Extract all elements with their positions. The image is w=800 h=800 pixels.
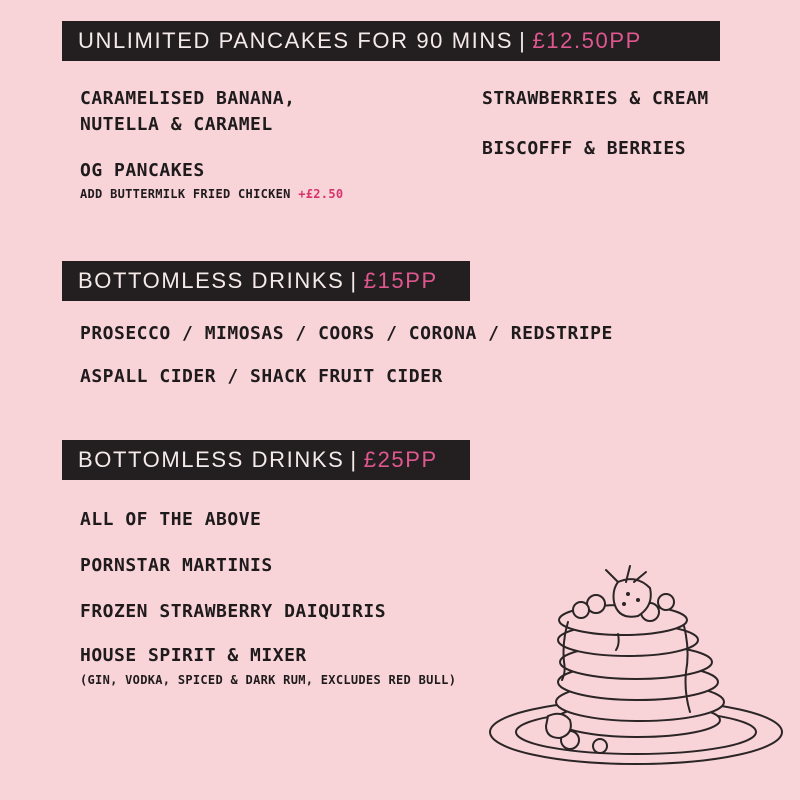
drink-item-all-above: ALL OF THE ABOVE — [80, 509, 262, 530]
section-title: UNLIMITED PANCAKES FOR 90 MINS — [78, 28, 514, 53]
section-banner-pancakes — [62, 21, 720, 61]
section-title: BOTTOMLESS DRINKS — [78, 447, 345, 472]
drinks-list-line1: PROSECCO / MIMOSAS / COORS / CORONA / REDSTRIPE — [80, 323, 613, 344]
menu-item-biscofff-berries: BISCOFFF & BERRIES — [482, 138, 687, 159]
section-price: £12.50PP — [532, 28, 642, 53]
drink-item-frozen-daiquiris: FROZEN STRAWBERRY DAIQUIRIS — [80, 601, 387, 622]
menu-item-note — [80, 187, 343, 201]
menu-item-og-pancakes: OG PANCAKES — [80, 160, 205, 181]
drink-item-pornstar-martinis: PORNSTAR MARTINIS — [80, 555, 273, 576]
add-on-price: +£2.50 — [298, 187, 344, 201]
separator: | — [519, 28, 527, 53]
menu-item-caramelised-banana-line2: NUTELLA & CARAMEL — [80, 114, 273, 135]
drink-item-house-spirit: HOUSE SPIRIT & MIXER — [80, 645, 307, 666]
pancake-stack-icon — [488, 560, 788, 775]
drink-item-note: (GIN, VODKA, SPICED & DARK RUM, EXCLUDES RED BULL) — [80, 673, 457, 687]
drinks-list-line2: ASPALL CIDER / SHACK FRUIT CIDER — [80, 366, 443, 387]
section-banner-drinks-25 — [62, 440, 470, 480]
section-banner-drinks-15 — [62, 261, 470, 301]
section-price: £15PP — [363, 268, 438, 293]
menu-item-caramelised-banana-line1: CARAMELISED BANANA, — [80, 88, 296, 109]
menu-item-strawberries-cream: STRAWBERRIES & CREAM — [482, 88, 709, 109]
separator: | — [350, 447, 358, 472]
add-on-text: ADD BUTTERMILK FRIED CHICKEN — [80, 187, 291, 201]
section-price: £25PP — [363, 447, 438, 472]
section-title: BOTTOMLESS DRINKS — [78, 268, 345, 293]
separator: | — [350, 268, 358, 293]
